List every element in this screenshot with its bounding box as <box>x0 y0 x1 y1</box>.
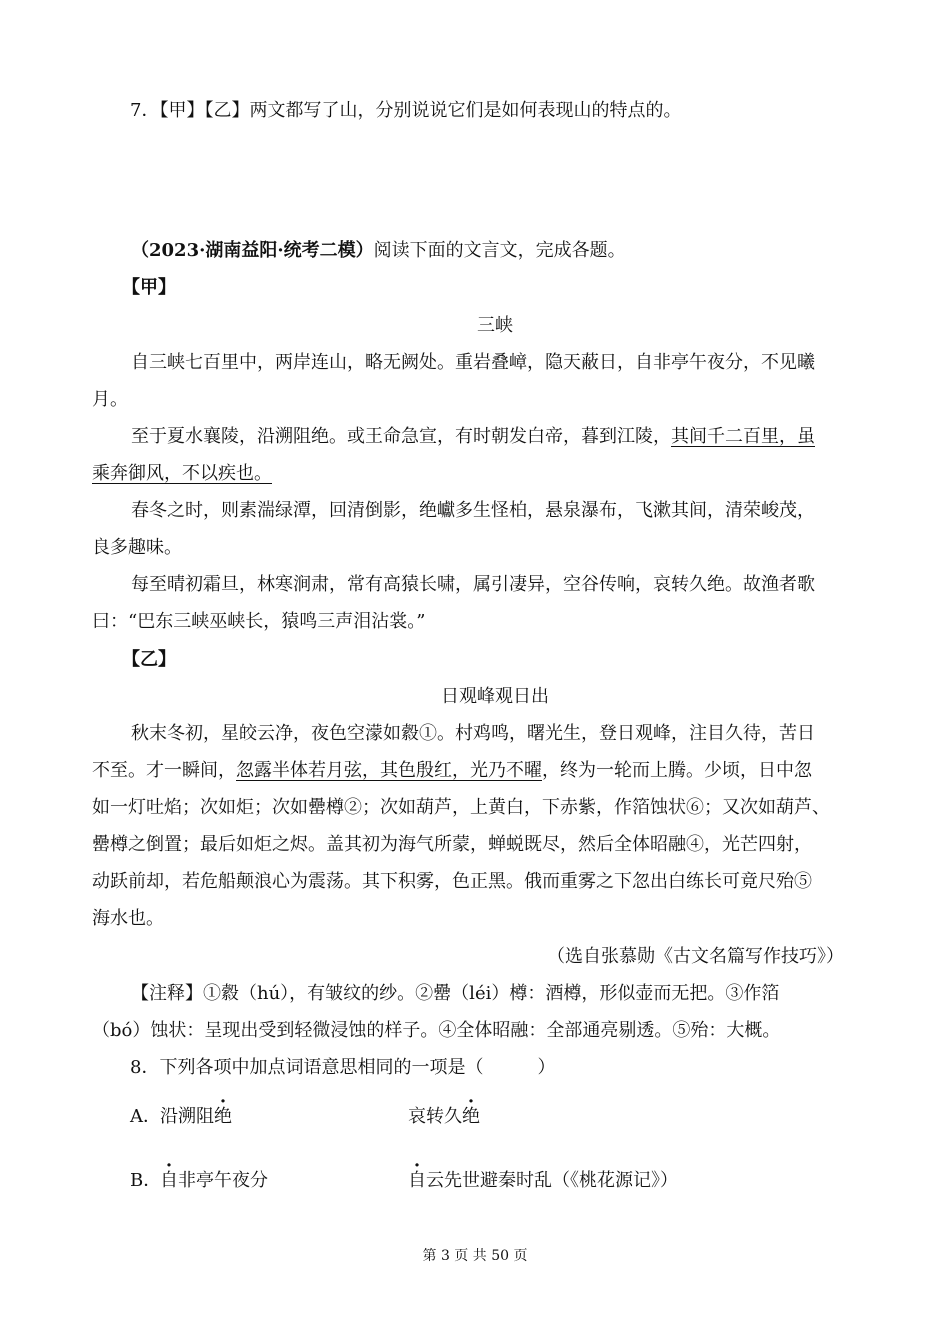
option-a-right-dotted: 绝 <box>462 1106 480 1127</box>
jia-title: 三峡 <box>477 315 513 336</box>
yi-line2-post: ，终为一轮而上腾。少顷，日中忽 <box>542 760 812 781</box>
option-b-left-dotted: 自 <box>160 1170 178 1191</box>
yi-line2 <box>92 758 812 784</box>
yi-line3: 如一灯吐焰；次如炬；次如罍樽②；次如葫芦，上黄白，下赤紫，作箔蚀状⑥；又次如葫芦、 <box>92 797 830 818</box>
option-b-right-dotted: 自 <box>408 1170 426 1191</box>
jia-p3-line2: 良多趣味。 <box>92 537 182 558</box>
jia-p2-line1 <box>131 424 815 450</box>
question-7: 7．【甲】【乙】两文都写了山，分别说说它们是如何表现山的特点的。 <box>130 100 682 121</box>
yi-line2-underlined: 忽露半体若月弦，其色殷红，光乃不曜 <box>236 760 542 781</box>
option-a-left <box>160 1104 232 1130</box>
page-footer: 第 3 页 共 50 页 <box>422 1248 528 1264</box>
option-a-right <box>408 1104 480 1130</box>
jia-p2-underlined: 其间千二百里，虽 <box>671 426 815 447</box>
intro-text: 阅读下面的文言文，完成各题。 <box>373 240 626 261</box>
option-a-left-dotted: 绝 <box>214 1106 232 1127</box>
jia-p3-line1: 春冬之时，则素湍绿潭，回清倒影，绝巘多生怪柏，悬泉瀑布，飞漱其间，清荣峻茂， <box>131 500 815 521</box>
jia-p2-text: 至于夏水襄陵，沿溯阻绝。或王命急宣，有时朝发白帝，暮到江陵， <box>131 426 671 447</box>
question-8: 8．下列各项中加点词语意思相同的一项是（ ） <box>130 1057 556 1078</box>
jia-p1-line1: 自三峡七百里中，两岸连山，略无阙处。重岩叠嶂，隐天蔽日，自非亭午夜分，不见曦 <box>131 352 815 373</box>
jia-p2-line2: 乘奔御风，不以疾也。 <box>92 463 272 484</box>
notes-line1: 【注释】①縠（hú），有皱纹的纱。②罍（léi）樽：酒樽，形似壶而无把。③作箔 <box>131 983 780 1004</box>
jia-p4-line1: 每至晴初霜旦，林寒涧肃，常有高猿长啸，属引凄异，空谷传响，哀转久绝。故渔者歌 <box>131 574 815 595</box>
source-tag: （2023·湖南益阳·统考二模） <box>131 240 374 261</box>
option-a-left-text: 沿溯阻 <box>160 1106 214 1127</box>
yi-source: （选自张慕勋《古文名篇写作技巧》） <box>547 946 844 967</box>
jia-p4-line2: 曰：“巴东三峡巫峡长，猿鸣三声泪沾裳。” <box>92 611 426 632</box>
yi-label: 【乙】 <box>122 649 176 670</box>
option-b-label: B． <box>130 1170 162 1191</box>
yi-line1: 秋末冬初，星皎云净，夜色空濛如縠①。村鸡鸣，曙光生，登日观峰，注目久待，苦日 <box>131 723 815 744</box>
option-b-right <box>408 1168 678 1194</box>
jia-label: 【甲】 <box>122 277 176 298</box>
yi-line2-pre: 不至。才一瞬间， <box>92 760 236 781</box>
passage-intro <box>131 238 626 264</box>
option-b-left-text: 非亭午夜分 <box>178 1170 268 1191</box>
option-a-right-text: 哀转久 <box>408 1106 462 1127</box>
yi-line5: 动跃前却，若危船颠浪心为震荡。其下积雾，色正黑。俄而重雾之下忽出白练长可竟尺殆⑤ <box>92 871 812 892</box>
option-b-right-text: 云先世避秦时乱（《桃花源记》） <box>426 1170 678 1191</box>
option-b-left <box>160 1168 268 1194</box>
option-a-label: A． <box>130 1106 161 1127</box>
notes-line2: （bó）蚀状：呈现出受到轻微浸蚀的样子。④全体昭融：全部通亮剔透。⑤殆：大概。 <box>92 1020 781 1041</box>
yi-line4: 罍樽之倒置；最后如炬之烬。盖其初为海气所蒙，蝉蜕既尽，然后全体昭融④，光芒四射， <box>92 834 812 855</box>
yi-title: 日观峰观日出 <box>441 686 549 707</box>
yi-line6: 海水也。 <box>92 908 164 929</box>
jia-p1-line2: 月。 <box>92 389 128 410</box>
